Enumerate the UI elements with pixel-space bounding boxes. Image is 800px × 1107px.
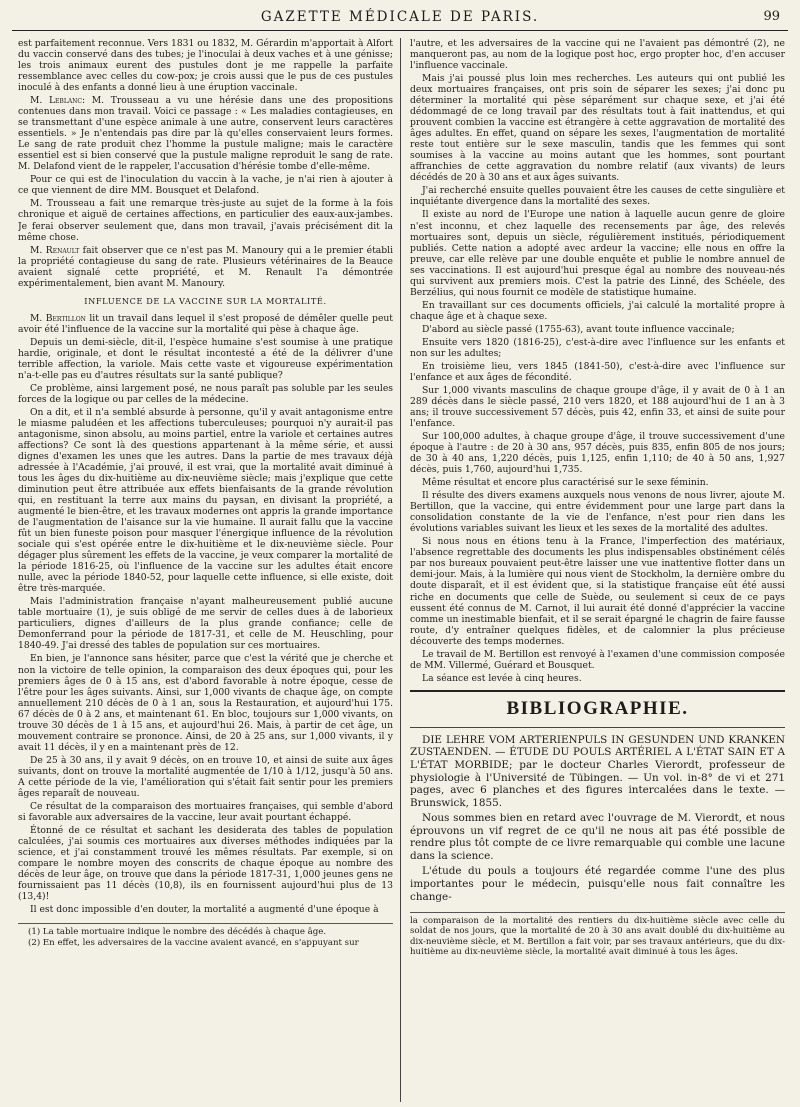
- footnote-continuation: la comparaison de la mortalité des rentiers du dix-huitième siècle avec celle du soldat de nos jours, que la mortalité de 20 à 30 ans avait doublé du dix-huitième au dix-neuvième siècle, et M. Bertillon a fait voir, par ses travaux antérieurs, que du dix-huitième au dix-neuvième siècle, la mortalité avait diminué à tous les âges.: [410, 915, 785, 957]
- paragraph: Le travail de M. Bertillon est renvoyé à l'examen d'une commission composée de MM. Villermé, Guérard et Bousquet.: [410, 648, 785, 671]
- paragraph: Ce problème, ainsi largement posé, ne nous paraît pas soluble par les seules forces de la logique ou par celles de la médecine.: [18, 382, 393, 405]
- paragraph: Mais l'administration française n'ayant malheureusement publié aucune table mortuaire (1), je suis obligé de me servir de celles dues à de laborieux particuliers, dignes d'ailleurs de la plus grande confiance; celle de Demonferrand pour la période de 1817-31, et celle de M. Heuschling, pour 1840-49. J'ai dressé des tables de population sur ces mortuaires.: [18, 596, 393, 652]
- paragraph: [18, 245, 393, 289]
- paragraph: En travaillant sur ces documents officiels, j'ai calculé la mortalité propre à chaque âge et à chaque sexe.: [410, 299, 785, 322]
- paragraph-text: fait observer que ce n'est pas M. Manoury qui a le premier établi la propriété contagieuse du sang de rate. Plusieurs vétérinaires de la Beauce avaient signalé cette propriété, et M. Renault l'a démontrée expérimentalement, bien avant M. Manoury.: [18, 244, 393, 289]
- page-header: [12, 8, 788, 31]
- bibliography-title: BIBLIOGRAPHIE.: [506, 697, 689, 719]
- paragraph: Il existe au nord de l'Europe une nation à laquelle aucun genre de gloire n'est inconnu, et chez laquelle des recensements par âge, des relevés mortuaires sont, depuis un siècle, régulièrement institués, périodiquement publiés. Cette nation a adopté avec ardeur la vaccine; elle nous en offre la preuve, car elle relève par une double enquête et publie le nombre annuel de ses vaccinations. Il est aujourd'hui presque égal au nombre des nouveau-nés qui survivent aux premiers mois. C'est la patrie des Linné, des Schéele, des Berzélius, qui nous fournit ce modèle de statistique humaine.: [410, 209, 785, 298]
- paragraph: [18, 95, 393, 172]
- speaker-name: M. Renault: [30, 244, 80, 256]
- paragraph: Même résultat et encore plus caractérisé sur le sexe féminin.: [422, 477, 709, 489]
- paragraph: J'ai recherché ensuite quelles pouvaient être les causes de cette singulière et inquiétante divergence dans la mortalité des sexes.: [410, 185, 785, 208]
- footnote: (1) La table mortuaire indique le nombre des décédés à chaque âge.: [28, 927, 327, 938]
- paragraph: Depuis un demi-siècle, dit-il, l'espèce humaine s'est soumise à une pratique hardie, originale, et dont le résultat incontesté a été de la délivrer d'une terrible affection, la variole. Mais cette vaste et vigoureuse expérimentation n'a-t-elle pas eu d'autres résultats sur la santé publique?: [18, 336, 393, 381]
- running-head: GAZETTE MÉDICALE DE PARIS.: [260, 9, 540, 25]
- paragraph: Si nous nous en étions tenu à la France, l'imperfection des matériaux, l'absence regrettable des documents les plus indispensables obstinément célés par nos bureaux pouvaient peut-être laisser une vue inattentive flotter dans un demi-jour. Mais, à la lumière qui nous vient de Stockholm, la dernière ombre du doute disparaît, et il est évident que, si la statistique française eût été aussi riche en documents que celle de Suède, ou seulement si ceux de ce pays eussent été connus de M. Carnot, il lui aurait été donné d'apprécier la vaccine comme un inestimable bienfait, et il se serait épargné le chagrin de faire fausse route, d'y entraîner quelques fidèles, et de calomnier la plus précieuse découverte des temps modernes.: [410, 536, 785, 647]
- paragraph-text: : M. Trousseau a vu une hérésie dans une des propositions contenues dans mon travail. Voici ce passage : « Les maladies contagieuses, en se transmettant d'une espèce animale à une autre, conservent leurs caractères essentiels. » Je n'entendais pas dire par là qu'elles conservaient leurs formes. Le sang de rate produit chez l'homme la pustule maligne; mais le caractère essentiel est si bien conservé que la pustule maligne reproduit le sang de rate. M. Delafond vient de le rappeler, l'accusation d'hérésie tombe d'elle-même.: [18, 95, 393, 173]
- section-title: INFLUENCE DE LA VACCINE SUR LA MORTALITÉ.: [84, 295, 327, 306]
- paragraph: De 25 à 30 ans, il y avait 9 décès, on en trouve 10, et ainsi de suite aux âges suivants, dont on trouve la mortalité augmentée de 1/10 à 1/12, jusqu'à 50 ans. A cette période de la vie, l'amélioration qui s'était fait sentir pour les premiers âges reparaît de nouveau.: [18, 754, 393, 799]
- paragraph: La séance est levée à cinq heures.: [422, 672, 582, 684]
- column-rule: [400, 38, 401, 1102]
- paragraph: L'étude du pouls a toujours été regardée comme l'une des plus importantes pour le médecin, puisqu'elle nous fait connaître les change-: [410, 865, 785, 904]
- paragraph: Sur 100,000 adultes, à chaque groupe d'âge, il trouve successivement d'une époque à l'autre : de 20 à 30 ans, 957 décès, puis 835, enfin 805 de nos jours; de 30 à 40 ans, 1,220 décès, puis 1,125, enfin 1,110; de 40 à 50 ans, 1,927 décès, puis 1,760, aujourd'hui 1,735.: [410, 431, 785, 476]
- paragraph: En troisième lieu, vers 1845 (1841-50), c'est-à-dire avec l'influence sur l'enfance et aux âges de fécondité.: [410, 360, 785, 383]
- footnote: (2) En effet, les adversaires de la vaccine avaient avancé, en s'appuyant sur: [28, 937, 359, 948]
- paragraph: Mais j'ai poussé plus loin mes recherches. Les auteurs qui ont publié les deux mortuaires françaises, ont pris soin de séparer les sexes; j'ai donc pu déterminer la mortalité qui pèse séparément sur chaque sexe, et j'ai été dédommagé de ce long travail par des résultats tout à fait inattendus, et qui prouvent combien la vaccine est étrangère à cette aggravation de mortalité des âges adultes. En effet, quand on sépare les sexes, l'augmentation de mortalité reste tout entière sur le sexe masculin, tandis que les femmes qui sont soumises à la vaccine au moins autant que les hommes, sont pourtant affranchies de cette aggravation du nombre relatif (aux vivants) de leurs décédés de 20 à 30 ans et aux âges suivants.: [410, 73, 785, 184]
- footnotes: [18, 923, 393, 948]
- paragraph: Il résulte des divers examens auxquels nous venons de nous livrer, ajoute M. Bertillon, que la vaccine, qui entre évidemment pour une large part dans la consolidation constante de la vie de l'enfance, n'est pour rien dans les évolutions variables suivant les lieux et les sexes de la mortalité des adultes.: [410, 490, 785, 535]
- paragraph-text: lit un travail dans lequel il s'est proposé de démêler quelle peut avoir été l'influence de la vaccine sur la mortalité qui pèse à chaque âge.: [18, 312, 393, 335]
- paragraph: [18, 313, 393, 335]
- paragraph: Nous sommes bien en retard avec l'ouvrage de M. Vierordt, et nous éprouvons un vif regret de ce qu'il ne nous ait pas été possible de rendre plus tôt compte de ce livre remarquable qui comble une lacune dans la science.: [410, 811, 785, 863]
- paragraph: Ce résultat de la comparaison des mortuaires françaises, qui semble d'abord si favorable aux adversaires de la vaccine, leur avait pourtant échappé.: [18, 800, 393, 823]
- page-number: 99: [763, 9, 780, 24]
- footnotes: [410, 912, 785, 957]
- paragraph: l'autre, et les adversaires de la vaccine qui ne l'avaient pas démontré (2), ne manqueront pas, au nom de la logique post hoc, ergo propter hoc, d'en accuser l'influence vaccinale.: [410, 38, 785, 72]
- right-column: [410, 38, 785, 1102]
- section-divider: [410, 690, 785, 692]
- left-column: [18, 38, 393, 1102]
- paragraph: Ensuite vers 1820 (1816-25), c'est-à-dire avec l'influence sur les enfants et non sur les adultes;: [410, 336, 785, 359]
- bibliographic-reference: DIE LEHRE VOM ARTERIENPULS IN GESUNDEN UND KRANKEN ZUSTAENDEN. — ÉTUDE DU POULS ARTÉRIEL A L'ÉTAT SAIN ET A L'ÉTAT MORBIDE; par le docteur Charles Vierordt, professeur de physiologie à l'Université de Tübingen. — Un vol. in-8° de vi et 271 pages, avec 6 planches et des figures intercalées dans le texte. — Brunswick, 1855.: [410, 733, 785, 809]
- speaker-name: M. Bertillon: [30, 312, 86, 324]
- paragraph: est parfaitement reconnue. Vers 1831 ou 1832, M. Gérardin m'apportait à Alfort du vaccin conservé dans des tubes; je l'inoculai à deux vaches et à une génisse; les trois animaux eurent des pustules dont je me rappelle la parfaite ressemblance avec celles du cow-pox; je crois aussi que le pus de ces pustules inoculé à des enfants a donné lieu à une éruption vaccinale.: [18, 38, 393, 94]
- paragraph: Sur 1,000 vivants masculins de chaque groupe d'âge, il y avait de 0 à 1 an 289 décès dans le siècle passé, 210 vers 1820, et 188 aujourd'hui de 1 an à 3 ans; il trouve successivement 57 décès, puis 42, enfin 33, et ainsi de suite pour l'enfance.: [410, 384, 785, 430]
- speaker-name: M. Leblanc: [30, 95, 83, 107]
- paragraph: D'abord au siècle passé (1755-63), avant toute influence vaccinale;: [422, 323, 735, 335]
- paragraph: M. Trousseau a fait une remarque très-juste au sujet de la forme à la fois chronique et aiguë de certaines affections, en particulier des eaux-aux-jambes. Je ferai observer seulement que, dans mon travail, j'avais précisément dit la même chose.: [18, 198, 393, 243]
- paragraph: Étonné de ce résultat et sachant les desiderata des tables de population calculées, j'ai soumis ces mortuaires aux diverses méthodes indiquées par la science, et j'ai constamment trouvé les mêmes résultats. Par exemple, si on compare le nombre moyen des conscrits de chaque époque au nombre des décès de leur âge, on trouve que dans la période 1817-31, 1,000 jeunes gens ne fournissaient pas 11 décès (10,8), ils en fournissent aujourd'hui plus de 13 (13,4)!: [18, 824, 393, 903]
- paragraph: Il est donc impossible d'en douter, la mortalité a augmenté d'une époque à: [30, 904, 379, 916]
- paragraph: On a dit, et il n'a semblé absurde à personne, qu'il y avait antagonisme entre le miasme paludéen et les affections tuberculeuses; pourquoi n'y aurait-il pas antagonisme, sinon absolu, au moins partiel, entre la variole et certaines autres affections? Ce sont là des questions appartenant à la même série, et aussi dignes d'examen les unes que les autres. Dans la partie de mes travaux déjà adressée à l'Académie, j'ai prouvé, il est vrai, que la mortalité avait diminué à tous les âges du dix-huitième au dix-neuvième siècle; mais j'explique que cette diminution peut être attribuée aux effets bienfaisants de la grande révolution qui, en restituant la terre aux mains du paysan, en divisant la propriété, a augmenté le bien-être, et les travaux modernes ont appris la grande importance de l'augmentation de l'aisance sur la vie humaine. Il aurait fallu que la vaccine fût un bien funeste poison pour masquer l'énergique influence de la révolution sociale qui s'est opérée entre le dix-huitième et le dix-neuvième siècle. Pour dégager plus sûrement les effets de la vaccine, je veux comparer la mortalité de la période 1816-25, où l'influence de la vaccine sur les adultes était encore nulle, avec la période 1840-52, pour laquelle cette influence, si elle existe, doit être très-marquée.: [18, 406, 393, 595]
- paragraph: Pour ce qui est de l'inoculation du vaccin à la vache, je n'ai rien à ajouter à ce que viennent de dire MM. Bousquet et Delafond.: [18, 174, 393, 197]
- title-underline: [410, 727, 785, 728]
- paragraph: En bien, je l'annonce sans hésiter, parce que c'est la vérité que je cherche et non la victoire de telle opinion, la comparaison des deux époques qui, pour les premiers âges de 0 à 15 ans, est d'abord favorable à notre époque, cesse de l'être pour les âges suivants. Ainsi, sur 1,000 vivants de chaque âge, on compte annuellement 210 décès de 0 à 1 an, sous la Restauration, et aujourd'hui 175. 67 décès de 0 à 2 ans, et maintenant 61. En bloc, toujours sur 1,000 vivants, on trouve 30 décès de 1 à 15 ans, et aujourd'hui 26. Mais, à partir de cet âge, un mouvement contraire se prononce. Ainsi, de 20 à 25 ans, sur 1,000 vivants, il y avait 11 décès, il y en a maintenant près de 12.: [18, 653, 393, 753]
